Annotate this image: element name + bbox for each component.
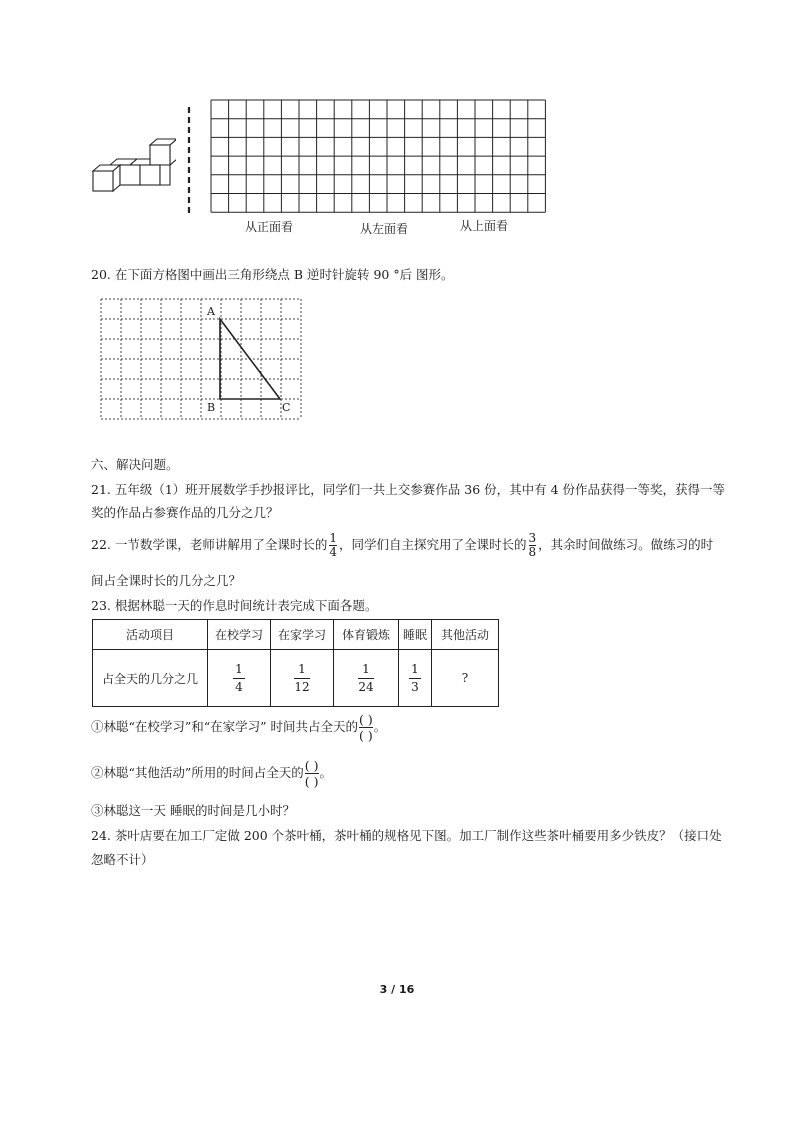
denominator: 3 bbox=[411, 679, 419, 694]
numerator: 1 bbox=[362, 661, 370, 676]
q23-intro: 23. 根据林聪一天的作息时间统计表完成下面各题。 bbox=[91, 598, 378, 613]
sub2-answer-blank[interactable] bbox=[305, 758, 319, 789]
q22-part1: 22. 一节数学课，老师讲解用了全课时长的 bbox=[91, 537, 328, 552]
sub1-text: ①林聪“在校学习”和“在家学习” 时间共占全天的 bbox=[91, 719, 359, 734]
q23-sub3: ③林聪这一天 睡眠的时间是几小时？ bbox=[91, 803, 295, 818]
numerator: 1 bbox=[411, 661, 419, 676]
blank-denominator[interactable]: ( ) bbox=[304, 774, 319, 789]
frac1-numerator: 1 bbox=[329, 531, 337, 545]
schedule-table bbox=[92, 619, 499, 707]
point-b-label: B bbox=[207, 401, 216, 414]
sub2-end: 。 bbox=[319, 765, 333, 780]
q23-sub1 bbox=[91, 712, 386, 743]
q24-line1: 24. 茶叶店要在加工厂定做 200 个茶叶桶，茶叶桶的规格见下图。加工厂制作这些茶叶桶要用多少铁皮？（接口处 bbox=[91, 828, 722, 843]
point-a-label: A bbox=[207, 305, 215, 318]
cell-home-study bbox=[271, 650, 334, 707]
q22-line2: 间占全课时长的几分之几？ bbox=[91, 573, 242, 588]
q21-line2: 奖的作品占参赛作品的几分之几？ bbox=[91, 505, 279, 520]
header-sleep: 睡眠 bbox=[399, 620, 432, 650]
page-number: 3 / 16 bbox=[379, 983, 415, 996]
header-activity: 活动项目 bbox=[93, 620, 208, 650]
front-view-label: 从正面看 bbox=[245, 220, 294, 234]
q21-line1: 21. 五年级（1）班开展数学手抄报评比，同学们一共上交参赛作品 36 份，其中有 4 份作品获得一等奖，获得一等 bbox=[91, 482, 726, 497]
q22-part3: ，其余时间做练习。做练习的时 bbox=[538, 537, 714, 552]
dashed-separator bbox=[186, 107, 192, 217]
cell-school-study bbox=[208, 650, 271, 707]
cell-sleep bbox=[399, 650, 432, 707]
header-school-study: 在校学习 bbox=[208, 620, 271, 650]
denominator: 24 bbox=[358, 679, 374, 694]
q23-sub2 bbox=[91, 758, 332, 789]
cell-exercise bbox=[334, 650, 399, 707]
frac2-denominator: 8 bbox=[528, 545, 537, 559]
rotation-answer-grid[interactable] bbox=[100, 298, 302, 422]
q24-line2: 忽略不计） bbox=[91, 852, 154, 867]
point-c-label: C bbox=[282, 401, 291, 414]
q22-fraction-2 bbox=[529, 532, 537, 559]
left-view-label: 从左面看 bbox=[360, 222, 409, 236]
header-home-study: 在家学习 bbox=[271, 620, 334, 650]
denominator: 4 bbox=[235, 679, 243, 694]
cell-other: ? bbox=[432, 650, 499, 707]
header-exercise: 体育锻炼 bbox=[334, 620, 399, 650]
section-6-heading: 六、解决问题。 bbox=[91, 457, 179, 472]
numerator: 1 bbox=[298, 661, 306, 676]
blank-denominator[interactable]: ( ) bbox=[359, 728, 373, 743]
sub2-text: ②林聪“其他活动”所用的时间占全天的 bbox=[91, 765, 304, 780]
q22-line1 bbox=[91, 532, 713, 559]
q20-text: 20. 在下面方格图中画出三角形绕点 B 逆时针旋转 90 °后 图形。 bbox=[91, 267, 454, 282]
sub1-end: 。 bbox=[373, 719, 387, 734]
numerator: 1 bbox=[235, 661, 243, 676]
blank-numerator[interactable]: ( ) bbox=[359, 712, 373, 727]
q22-fraction-1 bbox=[329, 532, 337, 559]
denominator: 12 bbox=[294, 679, 310, 694]
blank-numerator[interactable]: ( ) bbox=[304, 758, 319, 773]
views-answer-grid[interactable] bbox=[210, 99, 547, 213]
header-other: 其他活动 bbox=[432, 620, 499, 650]
sub1-answer-blank[interactable] bbox=[359, 712, 373, 743]
row-label: 占全天的几分之几 bbox=[93, 650, 208, 707]
top-view-label: 从上面看 bbox=[460, 219, 509, 233]
frac2-numerator: 3 bbox=[528, 531, 537, 545]
frac1-denominator: 4 bbox=[329, 545, 337, 559]
q22-part2: ，同学们自主探究用了全课时长的 bbox=[339, 537, 527, 552]
cube-stack-figure bbox=[88, 128, 176, 192]
